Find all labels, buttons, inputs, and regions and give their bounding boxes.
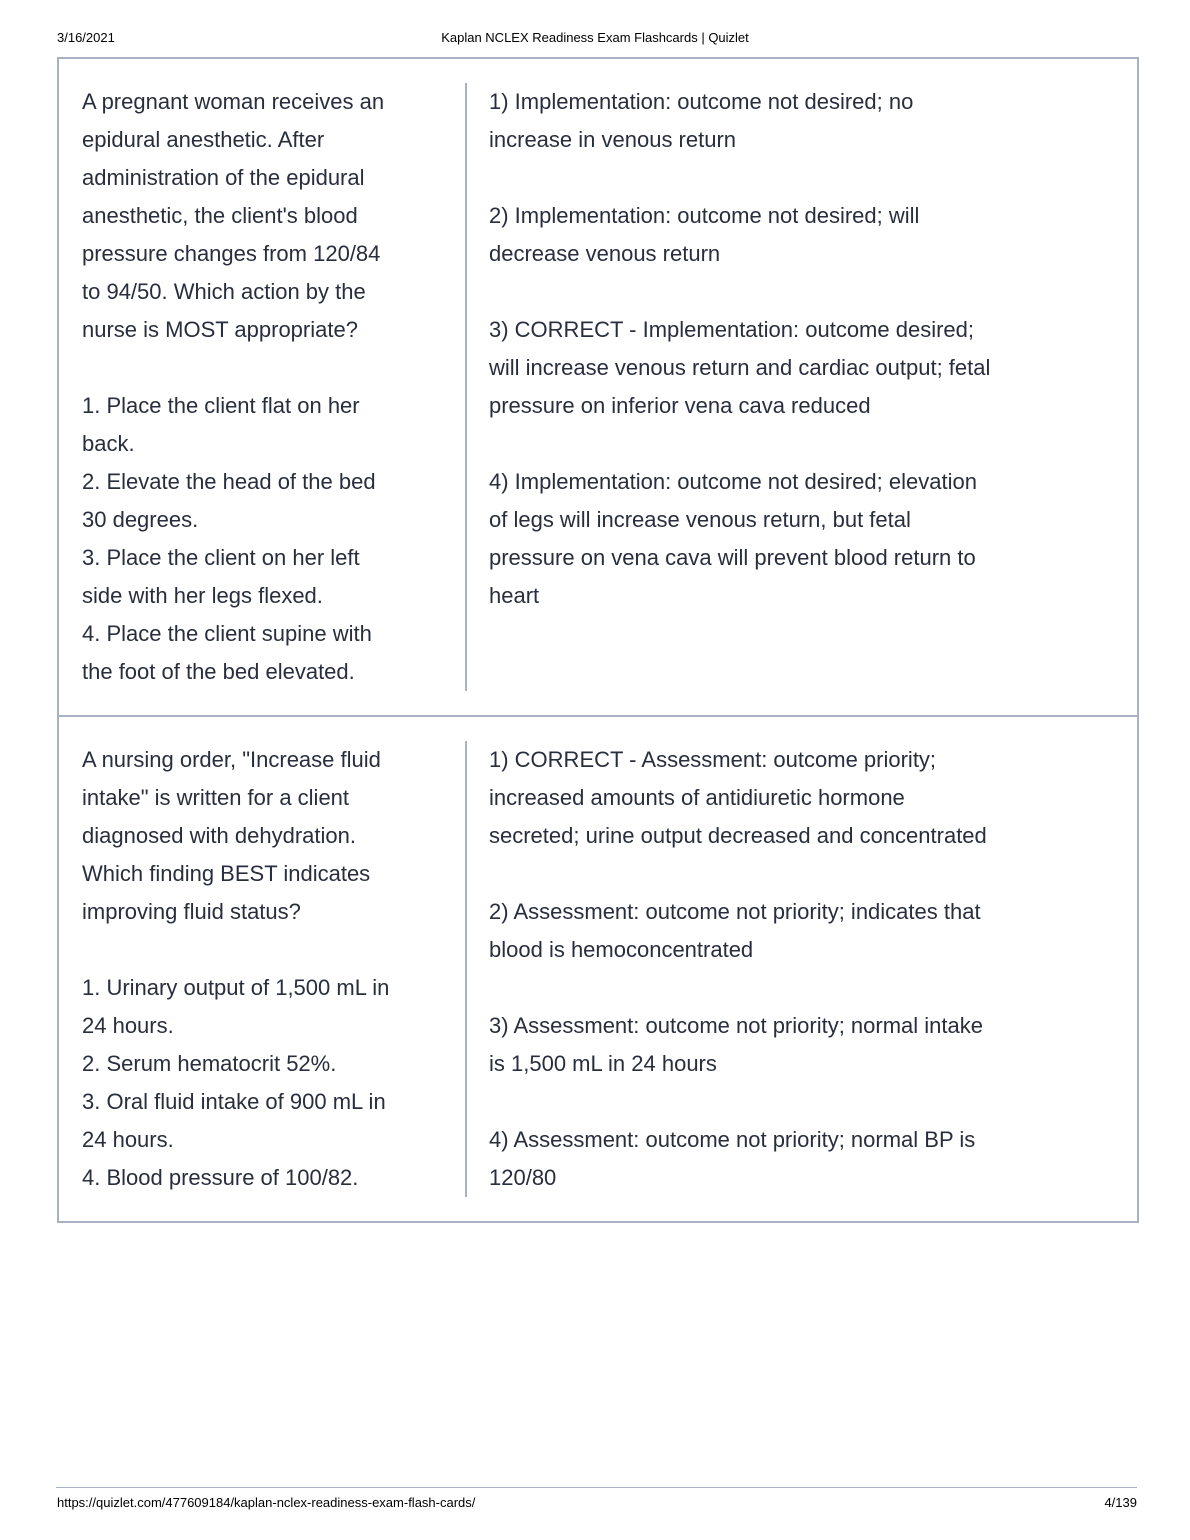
paragraph-gap [489, 969, 987, 1007]
paragraph-gap [489, 855, 987, 893]
card-divider [465, 741, 467, 1197]
text-line: nurse is MOST appropriate? [82, 317, 358, 342]
text-line: 2. Elevate the head of the bed [82, 469, 376, 494]
card-term [59, 59, 442, 715]
text-line: 4) Implementation: outcome not desired; elevation [489, 469, 977, 494]
text-line: 1) Implementation: outcome not desired; no [489, 89, 914, 114]
text-line: is 1,500 mL in 24 hours [489, 1051, 717, 1076]
text-line: 4) Assessment: outcome not priority; normal BP is [489, 1127, 976, 1152]
text-line: 2. Serum hematocrit 52%. [82, 1051, 337, 1076]
text-line: of legs will increase venous return, but fetal [489, 507, 911, 532]
text-line: 3) CORRECT - Implementation: outcome desired; [489, 317, 974, 342]
text-line: 3. Oral fluid intake of 900 mL in [82, 1089, 386, 1114]
text-line: increased amounts of antidiuretic hormone [489, 785, 905, 810]
text-line: increase in venous return [489, 127, 737, 152]
text-line: 120/80 [489, 1165, 557, 1190]
paragraph-gap [489, 159, 990, 197]
paragraph-gap [489, 425, 990, 463]
text-line: 1) CORRECT - Assessment: outcome priority; [489, 747, 937, 772]
text-line: to 94/50. Which action by the [82, 279, 366, 304]
paragraph-gap [82, 931, 442, 969]
text-line: A pregnant woman receives an [82, 89, 385, 114]
text-line: the foot of the bed elevated. [82, 659, 355, 684]
text-line: improving fluid status? [82, 899, 301, 924]
text-line: 3. Place the client on her left [82, 545, 360, 570]
footer-url[interactable]: https://quizlet.com/477609184/kaplan-nclex-readiness-exam-flash-cards/ [57, 1495, 476, 1510]
card-definition [442, 59, 990, 715]
page-title: Kaplan NCLEX Readiness Exam Flashcards | Quizlet [441, 30, 749, 45]
text-line: A nursing order, "Increase fluid [82, 747, 381, 772]
text-line: back. [82, 431, 135, 456]
text-line: heart [489, 583, 540, 608]
text-line: diagnosed with dehydration. [82, 823, 356, 848]
text-line: Which finding BEST indicates [82, 861, 371, 886]
text-line: 30 degrees. [82, 507, 199, 532]
text-line: 1. Urinary output of 1,500 mL in [82, 975, 390, 1000]
text-line: 4. Place the client supine with [82, 621, 372, 646]
card-divider [465, 83, 467, 691]
text-line: 2) Implementation: outcome not desired; will [489, 203, 920, 228]
text-line: intake" is written for a client [82, 785, 350, 810]
text-line: administration of the epidural [82, 165, 365, 190]
text-line: 4. Blood pressure of 100/82. [82, 1165, 359, 1190]
text-line: 3) Assessment: outcome not priority; normal intake [489, 1013, 983, 1038]
text-line: pressure on inferior vena cava reduced [489, 393, 871, 418]
text-line: 2) Assessment: outcome not priority; indicates that [489, 899, 981, 924]
footer-divider [56, 1487, 1137, 1488]
paragraph-gap [82, 349, 442, 387]
paragraph-gap [489, 1083, 987, 1121]
text-line: 24 hours. [82, 1013, 174, 1038]
print-date: 3/16/2021 [57, 30, 115, 45]
card-definition [442, 717, 987, 1221]
text-line: 1. Place the client flat on her [82, 393, 360, 418]
page-number: 4/139 [1104, 1495, 1137, 1510]
text-line: side with her legs flexed. [82, 583, 323, 608]
card-term [59, 717, 442, 1221]
text-line: 24 hours. [82, 1127, 174, 1152]
paragraph-gap [489, 273, 990, 311]
text-line: secreted; urine output decreased and concentrated [489, 823, 987, 848]
text-line: pressure on vena cava will prevent blood return to [489, 545, 976, 570]
flashcard [59, 715, 1137, 1221]
text-line: anesthetic, the client's blood [82, 203, 358, 228]
flashcard [59, 59, 1137, 715]
text-line: pressure changes from 120/84 [82, 241, 381, 266]
text-line: decrease venous return [489, 241, 721, 266]
text-line: epidural anesthetic. After [82, 127, 325, 152]
text-line: will increase venous return and cardiac output; fetal [489, 355, 991, 380]
flashcard-list [57, 57, 1139, 1223]
text-line: blood is hemoconcentrated [489, 937, 754, 962]
